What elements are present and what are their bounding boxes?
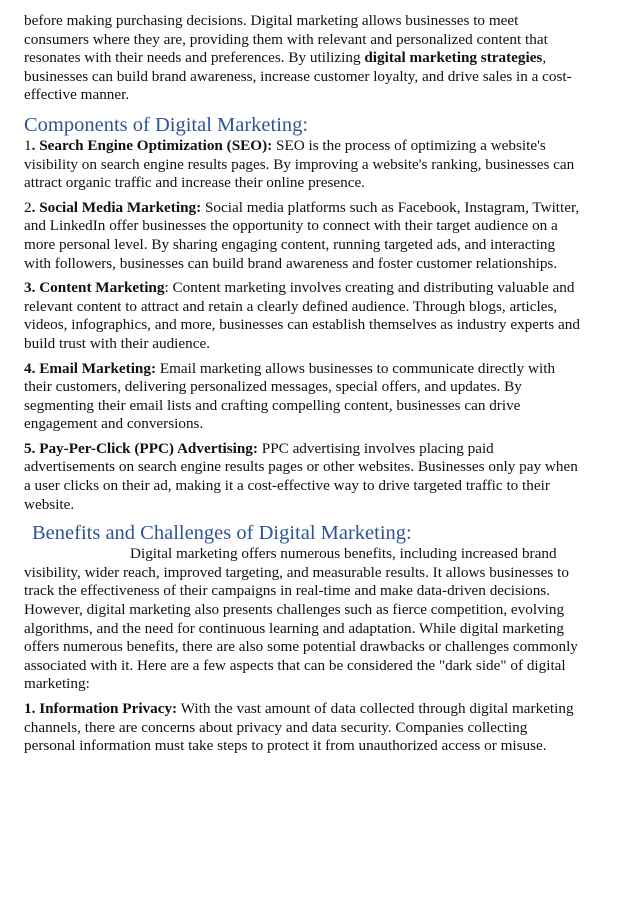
item-title: 3. Content Marketing [24,279,165,297]
item-body: SEO is the process of optimizing a website's visibility on search engine results pages. By improving a website's ranking, businesses can attract organic traffic and increase their online presence. [24,136,575,192]
item-title: . Social Media Marketing: [31,198,202,216]
component-item-email [24,360,580,434]
item-body: : Content marketing involves creating and distributing valuable and relevant content to attract and retain a clearly defined audience. Through blogs, articles, videos, infographics, and more, businesses can establish themselves as industry experts and build trust with their audience. [24,279,580,352]
item-body: PPC advertising involves placing paid advertisements on search engine results pages or other websites. Businesses only pay when a user clicks on their ad, making it a cost-effective way to drive targeted traffic to their website. [24,439,578,513]
item-body: Social media platforms such as Facebook, Instagram, Twitter, and LinkedIn offer businesses the opportunity to connect with their target audience on a more personal level. By sharing engaging content, running targeted ads, and interacting with followers, businesses can build brand awareness and foster customer relationships. [24,198,580,272]
component-item-content [24,279,580,353]
item-title: 4. Email Marketing: [24,359,157,377]
intro-text-after: , businesses can build brand awareness, increase customer loyalty, and drive sales in a cost-effective manner. [24,49,572,104]
intro-paragraph [24,12,580,105]
item-number: 1 [24,136,32,154]
components-heading: Components of Digital Marketing: [24,113,309,136]
item-number: 2 [24,198,32,216]
item-body: Email marketing allows businesses to communicate directly with their customers, delivering personalized messages, special offers, and updates. By segmenting their email lists and crafting compelling content, businesses can drive engagement and conversions. [24,359,556,433]
item-title: 1. Information Privacy: [24,700,178,717]
component-item-seo [24,137,580,193]
challenge-item-privacy [24,700,580,756]
document-page [24,12,580,762]
intro-bold-phrase: digital marketing strategies [364,49,543,67]
intro-text-before: before making purchasing decisions. Digital marketing allows businesses to meet consumers where they are, providing them with relevant and personalized content that resonates with their needs and preferences. By utilizing [24,12,548,67]
item-title: 5. Pay-Per-Click (PPC) Advertising: [24,439,258,457]
component-item-social [24,199,580,273]
item-body: With the vast amount of data collected through digital marketing channels, there are concerns about privacy and data security. Companies collecting personal information must take steps to protect it from unauthorized access or misuse. [24,700,574,755]
benefits-paragraph: Digital marketing offers numerous benefits, including increased brand visibility, wider reach, improved targeting, and measurable results. It allows businesses to track the effectiveness of their campaigns in real-time and make data-driven decisions. However, digital marketing also presents challenges such as fierce competition, evolving algorithms, and the need for continuous learning and adaptation. While digital marketing offers numerous benefits, there are also some potential drawbacks or challenges commonly associated with it. Here are a few aspects that can be considered the "dark side" of digital marketing: [24,545,578,693]
component-item-ppc [24,440,580,514]
benefits-heading: Benefits and Challenges of Digital Marketing: [32,522,412,545]
item-title: . Search Engine Optimization (SEO): [31,136,273,154]
